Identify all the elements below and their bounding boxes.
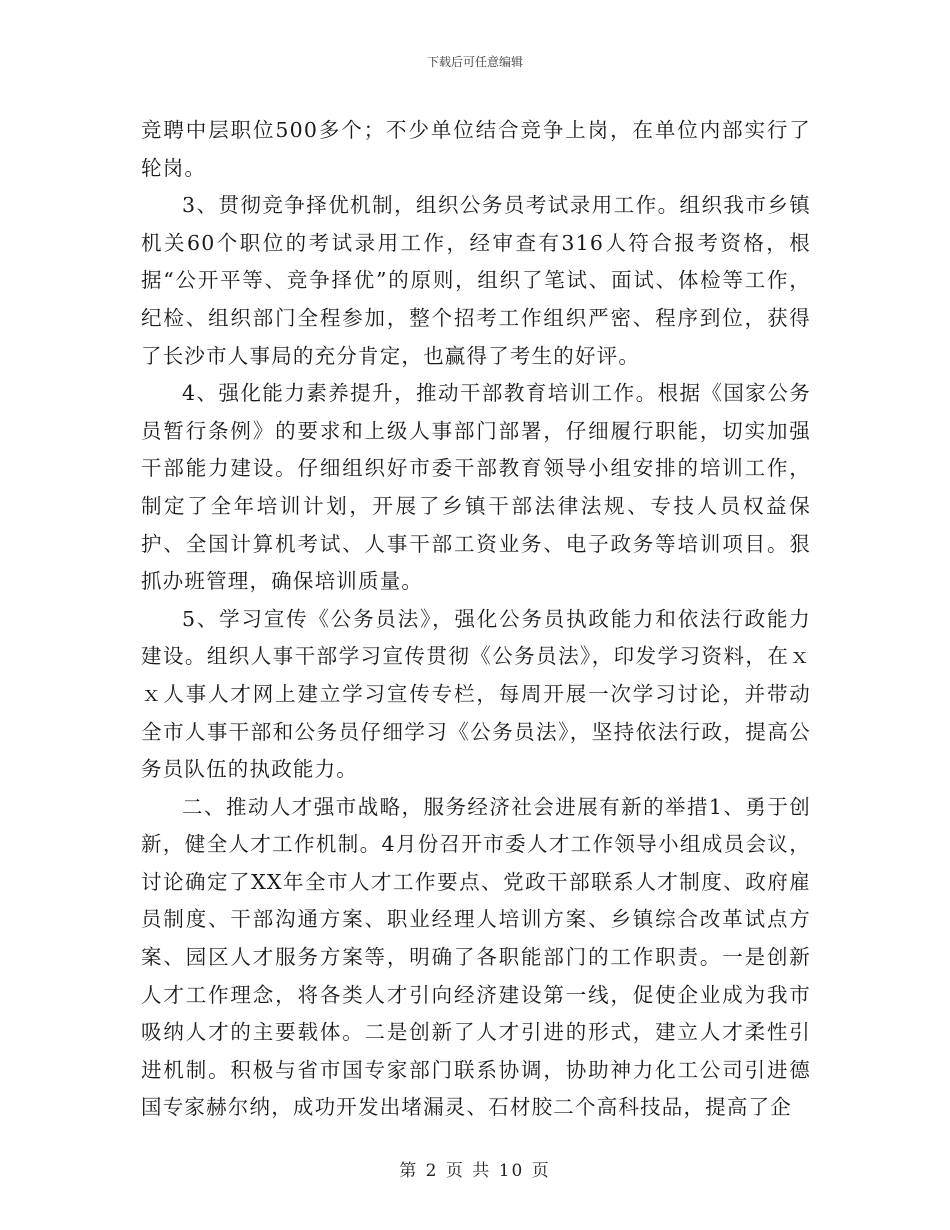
paragraph-item-4: 4、强化能力素养提升，推动干部教育培训工作。根据《国家公务员暂行条例》的要求和上级人事部门部署，仔细履行职能，切实加强干部能力建设。仔细组织好市委干部教育领导小组安排的培训工作，制定了全年培训计划，开展了乡镇干部法律法规、专技人员权益保护、全国计算机考试、人事干部工资业务、电子政务等培训项目。狠抓办班管理，确保培训质量。 [141, 381, 811, 594]
page-number: 第 2 页 共 10 页 [399, 1161, 551, 1181]
paragraph-item-5: 5、学习宣传《公务员法》，强化公务员执政能力和依法行政能力建设。组织人事干部学习宣传贯彻《公务员法》，印发学习资料，在ｘｘ人事人才网上建立学习宣传专栏，每周开展一次学习讨论，并带动全市人事干部和公务员仔细学习《公务员法》，坚持依法行政，提高公务员队伍的执政能力。 [141, 606, 811, 782]
page-header-note: 下载后可任意编辑 [426, 55, 523, 69]
document-body [141, 112, 811, 1127]
paragraph-item-3: 3、贯彻竞争择优机制，组织公务员考试录用工作。组织我市乡镇机关60个职位的考试录用工作，经审查有316人符合报考资格，根据“公开平等、竞争择优”的原则，组织了笔试、面试、体检等工作，纪检、组织部门全程参加，整个招考工作组织严密、程序到位，获得了长沙市人事局的充分肯定，也赢得了考生的好评。 [141, 193, 811, 368]
paragraph-section-2: 二、推动人才强市战略，服务经济社会进展有新的举措1、勇于创新，健全人才工作机制。4月份召开市委人才工作领导小组成员会议，讨论确定了XX年全市人才工作要点、党政干部联系人才制度、政府雇员制度、干部沟通方案、职业经理人培训方案、乡镇综合改革试点方案、园区人才服务方案等，明确了各职能部门的工作职责。一是创新人才工作理念，将各类人才引向经济建设第一线，促使企业成为我市吸纳人才的主要载体。二是创新了人才引进的形式，建立人才柔性引进机制。积极与省市国专家部门联系协调，协助神力化工公司引进德国专家赫尔纳，成功开发出堵漏灵、石材胶二个高科技品，提高了企 [141, 794, 811, 1120]
paragraph-continuation: 竞聘中层职位500多个；不少单位结合竞争上岗，在单位内部实行了轮岗。 [141, 118, 811, 180]
